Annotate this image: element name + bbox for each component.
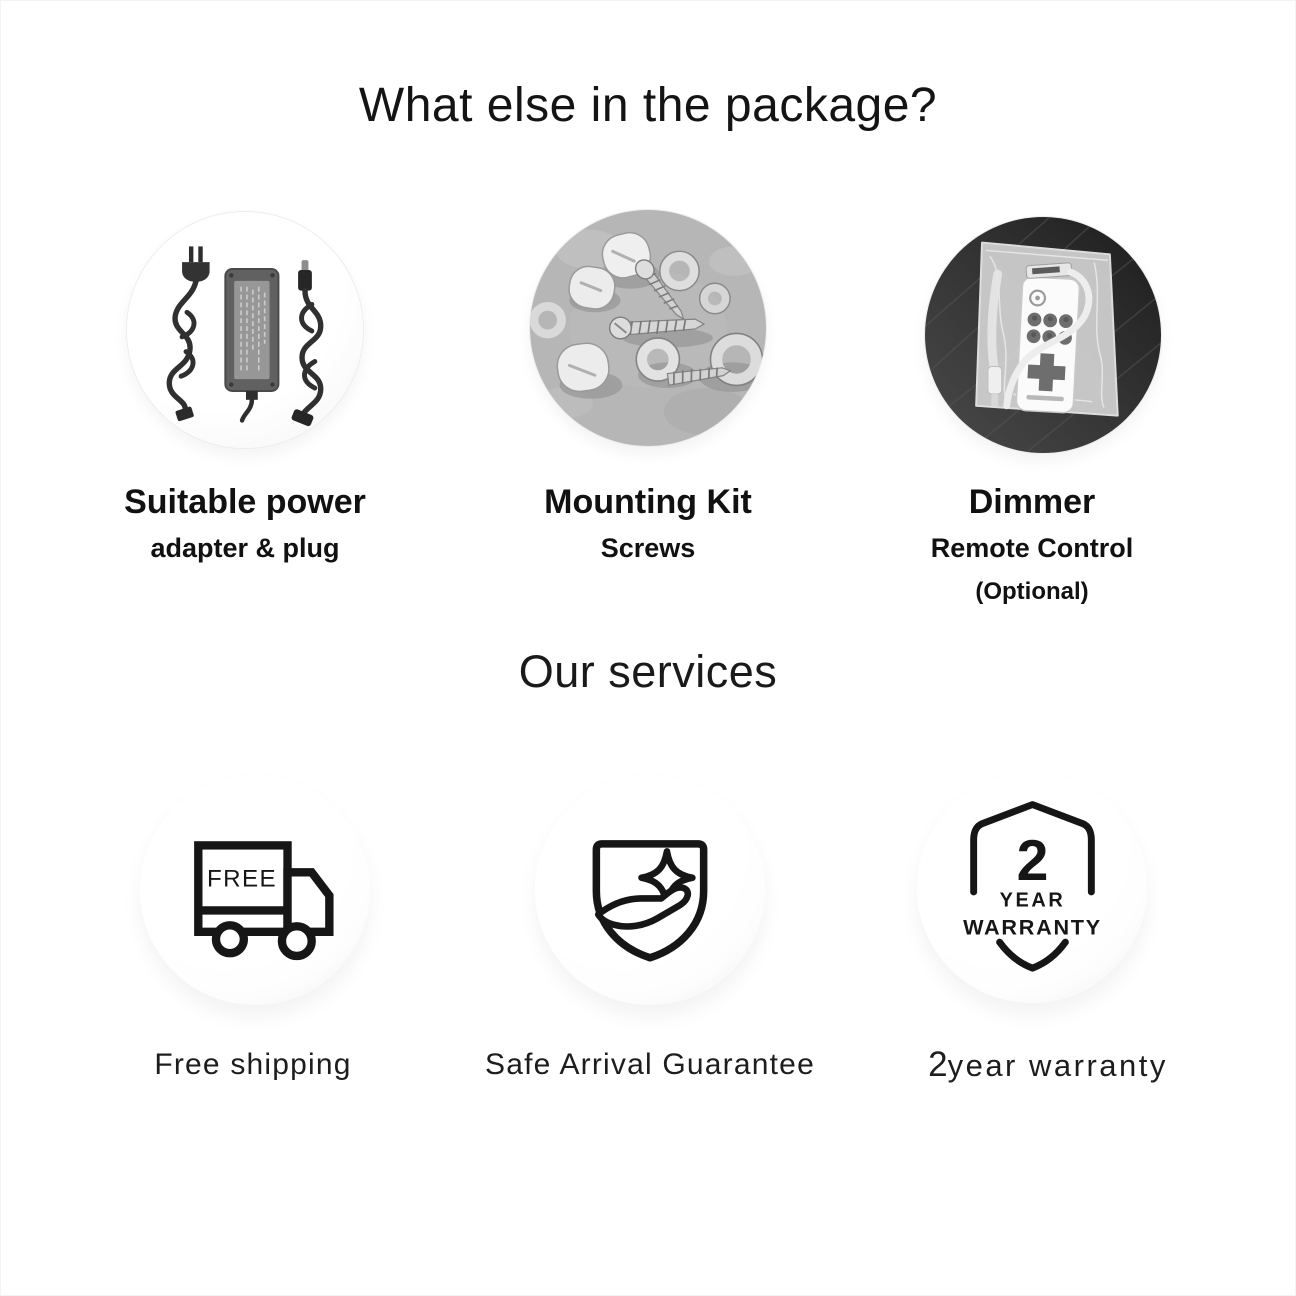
free-shipping-label: Free shipping [154, 1048, 352, 1081]
safe-arrival-shield-hand-icon [570, 810, 730, 970]
warranty-shield-number: 2 [1016, 828, 1048, 893]
package-item-title: Mounting Kit [544, 483, 752, 521]
warranty-shield-icon [920, 776, 1145, 1001]
warranty-label-number: 2 [928, 1045, 948, 1084]
free-shipping-badge [140, 775, 370, 1005]
dimmer-remote-illustration [925, 217, 1161, 453]
mounting-kit-photo [530, 210, 766, 446]
package-item-subtitle: adapter & plug [150, 533, 340, 564]
package-item-title: Suitable power [124, 483, 366, 521]
package-item-label-dimmer [822, 484, 1242, 606]
warranty-label [818, 1045, 1278, 1085]
dimmer-remote-photo [925, 217, 1161, 453]
package-item-label-mounting [438, 484, 858, 564]
power-adapter-photo [127, 212, 363, 448]
package-item-note: (Optional) [975, 578, 1089, 606]
package-item-label-power [35, 484, 455, 564]
warranty-badge [917, 773, 1147, 1003]
page-title: What else in the package? [358, 79, 938, 132]
package-item-subtitle: Remote Control [930, 533, 1134, 564]
free-shipping-truck-icon [176, 811, 334, 969]
warranty-label-text: year warranty [947, 1048, 1168, 1083]
warranty-shield-year: YEAR [999, 889, 1065, 912]
package-item-subtitle: Screws [600, 533, 696, 564]
services-title: Our services [518, 646, 778, 697]
package-item-title: Dimmer [968, 483, 1096, 521]
safe-arrival-label: Safe Arrival Guarantee [485, 1048, 815, 1081]
screws-illustration [530, 210, 766, 446]
truck-free-text: FREE [206, 865, 277, 893]
power-adapter-illustration [127, 212, 363, 448]
safe-arrival-badge [535, 775, 765, 1005]
warranty-shield-warranty: WARRANTY [962, 913, 1102, 939]
